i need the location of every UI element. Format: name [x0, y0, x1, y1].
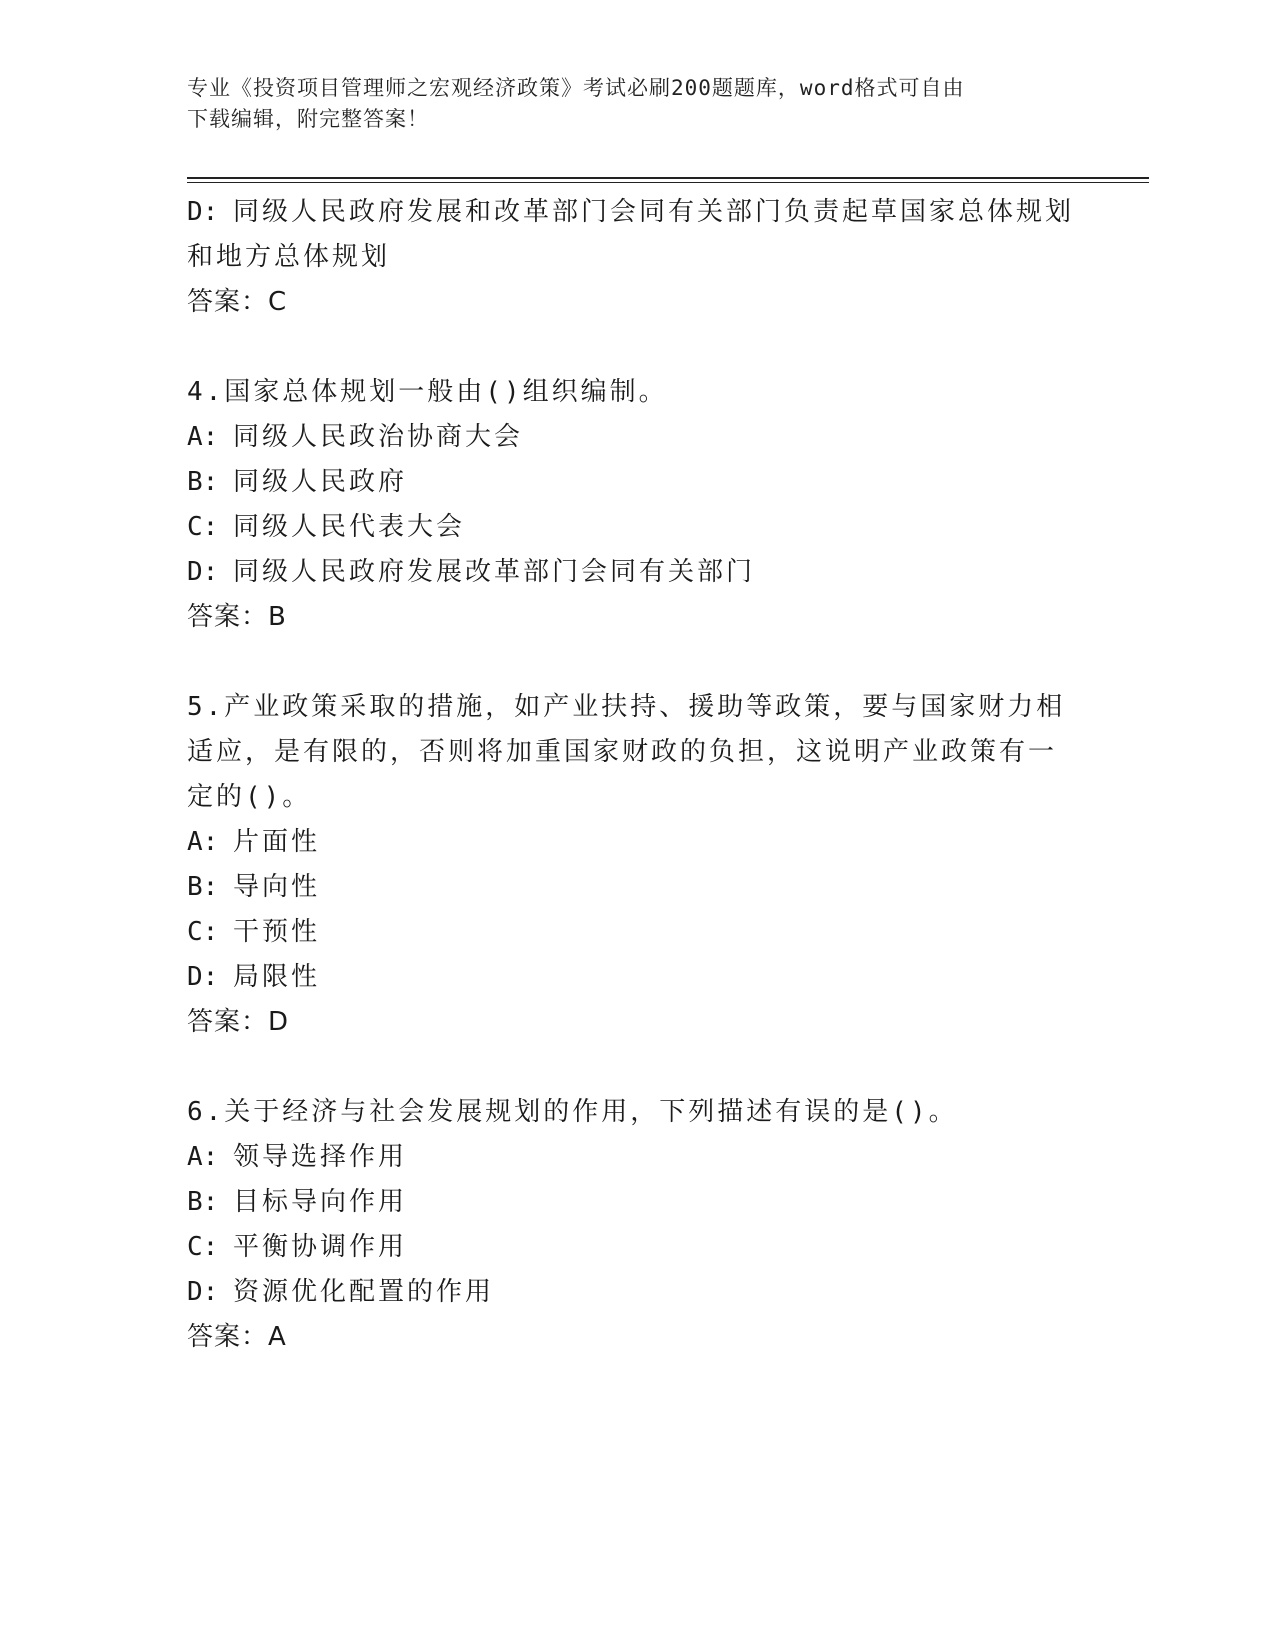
question-stem-line-2: 适应，是有限的，否则将加重国家财政的负担，这说明产业政策有一 — [187, 737, 1058, 767]
option-label: A: — [187, 1142, 219, 1172]
option-text: 领导选择作用 — [233, 1142, 408, 1172]
option-d — [187, 190, 1087, 235]
question-6 — [187, 1090, 1087, 1360]
question-list — [187, 190, 1087, 1405]
option-c — [187, 910, 1087, 955]
option-c — [187, 1225, 1087, 1270]
answer-line: 答案：B — [187, 602, 287, 632]
option-a — [187, 415, 1087, 460]
option-text: 同级人民政府发展改革部门会同有关部门 — [233, 557, 756, 587]
answer-line: 答案：A — [187, 1322, 287, 1352]
option-text: 局限性 — [233, 962, 321, 992]
header-line-1: 专业《投资项目管理师之宏观经济政策》考试必刷200题题库，word格式可自由 — [187, 76, 965, 100]
header-line-2: 下载编辑，附完整答案！ — [187, 107, 429, 131]
answer-line: 答案：C — [187, 287, 288, 317]
option-c — [187, 505, 1087, 550]
question-stem: 6.关于经济与社会发展规划的作用，下列描述有误的是()。 — [187, 1097, 958, 1127]
option-text: 同级人民代表大会 — [233, 512, 466, 542]
question-3-tail — [187, 190, 1087, 325]
option-text: 干预性 — [233, 917, 321, 947]
option-d — [187, 955, 1087, 1000]
option-d — [187, 550, 1087, 595]
option-a — [187, 1135, 1087, 1180]
option-label: D: — [187, 557, 219, 587]
option-text: 资源优化配置的作用 — [233, 1277, 495, 1307]
option-label: C: — [187, 512, 219, 542]
header-divider-thick — [187, 177, 1149, 179]
option-d-continued: 和地方总体规划 — [187, 242, 391, 272]
question-4 — [187, 370, 1087, 640]
option-label: B: — [187, 1187, 219, 1217]
option-label: D: — [187, 1277, 219, 1307]
question-stem-line-3: 定的()。 — [187, 782, 312, 812]
option-text: 同级人民政府发展和改革部门会同有关部门负责起草国家总体规划 — [233, 197, 1075, 227]
option-text: 片面性 — [233, 827, 321, 857]
question-5 — [187, 685, 1087, 1045]
option-text: 目标导向作用 — [233, 1187, 408, 1217]
option-label: B: — [187, 872, 219, 902]
option-b — [187, 460, 1087, 505]
option-label: B: — [187, 467, 219, 497]
option-label: A: — [187, 422, 219, 452]
option-text: 平衡协调作用 — [233, 1232, 408, 1262]
option-label: D: — [187, 962, 219, 992]
option-d — [187, 1270, 1087, 1315]
option-label: D: — [187, 197, 219, 227]
option-label: C: — [187, 1232, 219, 1262]
page-header — [187, 73, 1067, 135]
question-stem-line-1: 5.产业政策采取的措施，如产业扶持、援助等政策，要与国家财力相 — [187, 692, 1066, 722]
option-b — [187, 1180, 1087, 1225]
question-stem: 4.国家总体规划一般由()组织编制。 — [187, 377, 668, 407]
option-label: C: — [187, 917, 219, 947]
option-a — [187, 820, 1087, 865]
answer-line: 答案：D — [187, 1007, 290, 1037]
option-text: 同级人民政治协商大会 — [233, 422, 524, 452]
header-divider-thin — [187, 182, 1149, 183]
option-b — [187, 865, 1087, 910]
option-text: 同级人民政府 — [233, 467, 408, 497]
option-label: A: — [187, 827, 219, 857]
option-text: 导向性 — [233, 872, 321, 902]
